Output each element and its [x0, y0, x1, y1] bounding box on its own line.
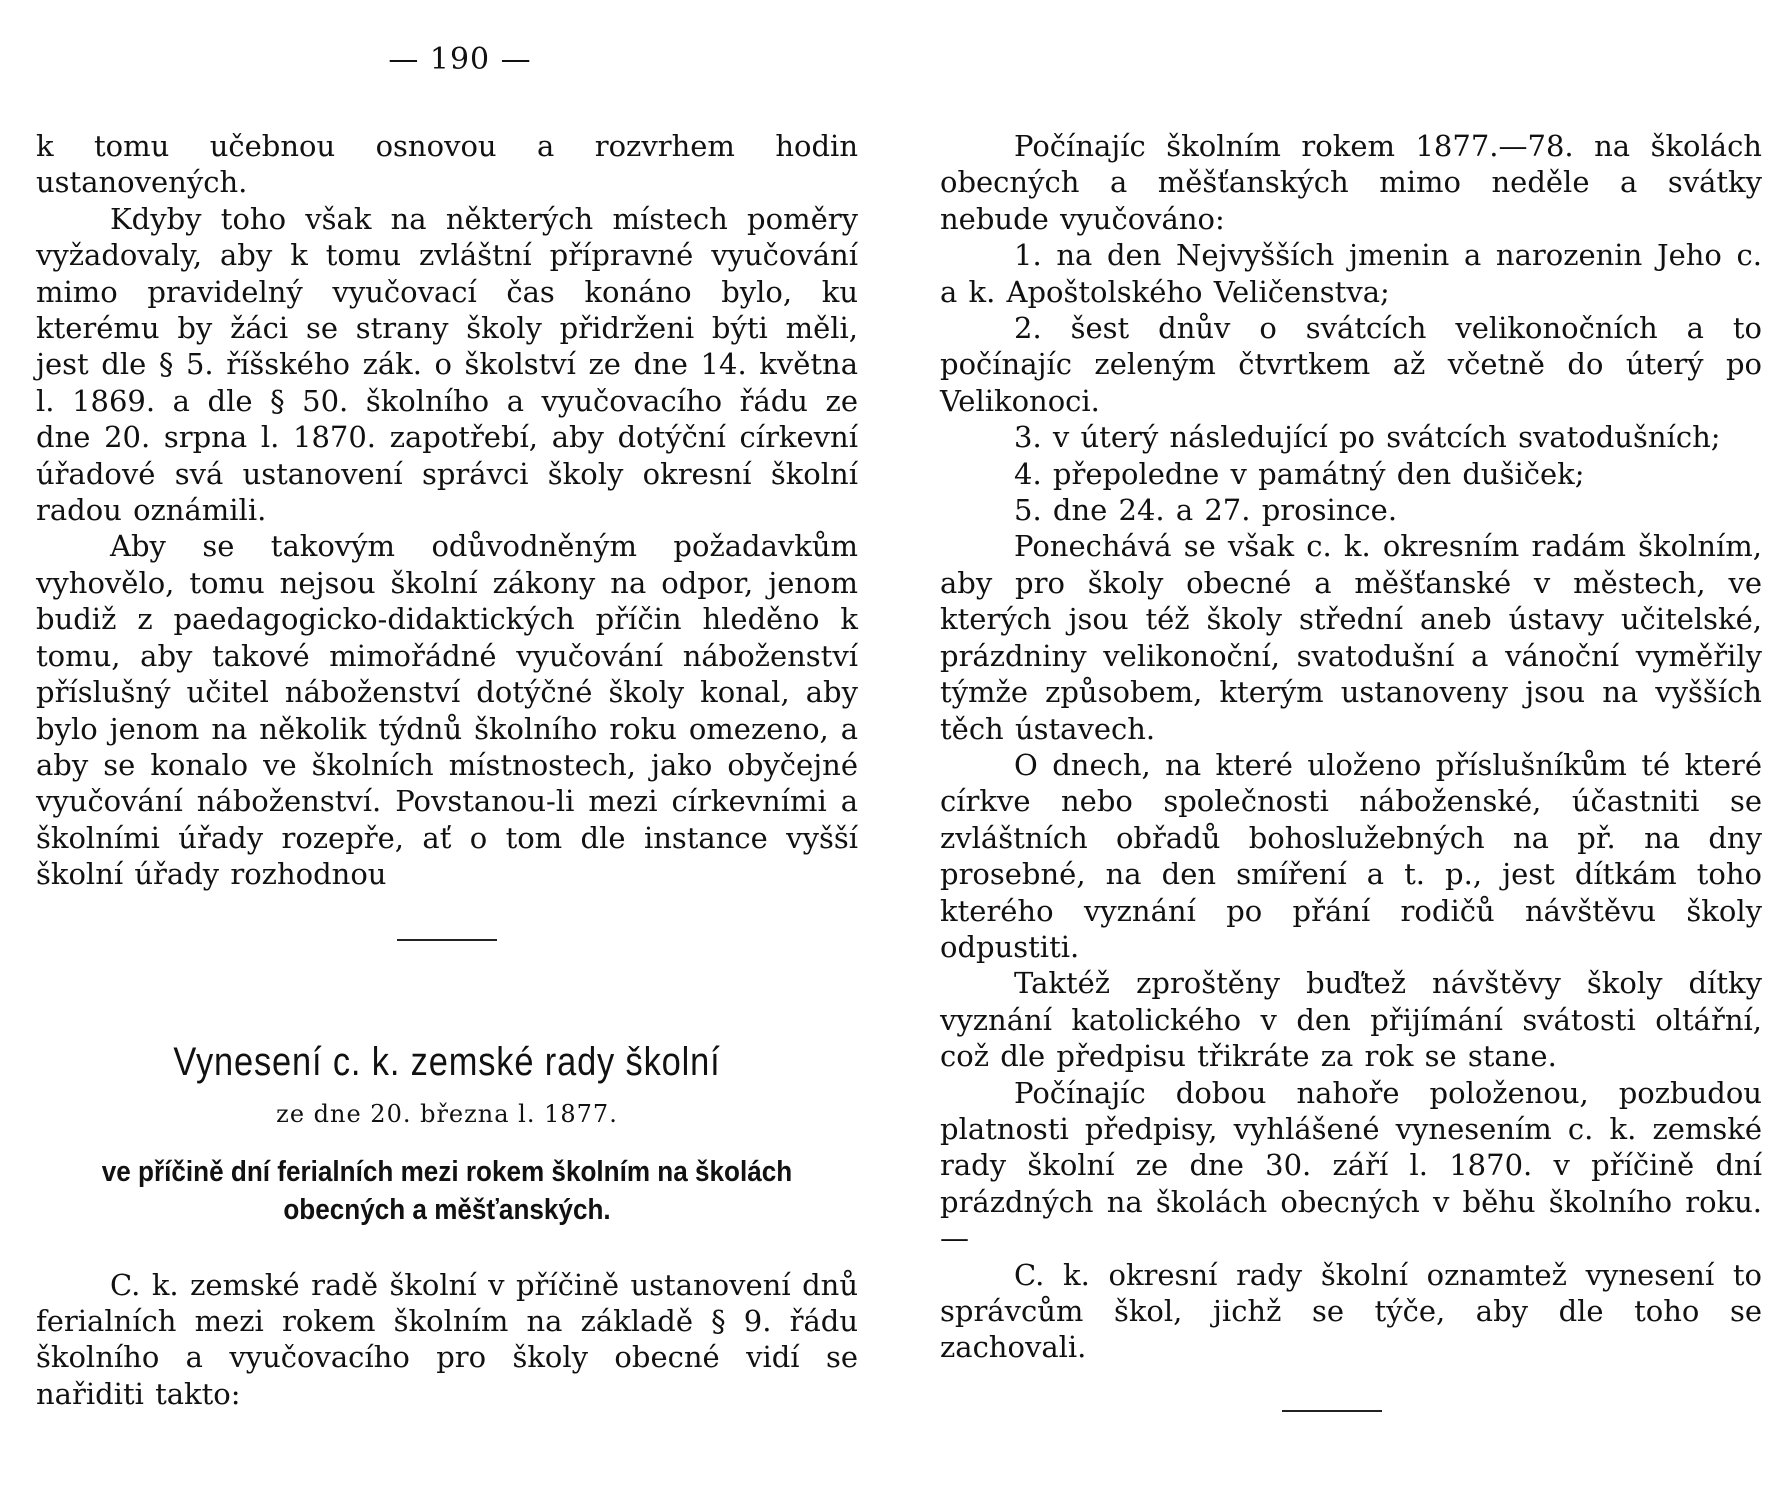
list-item: 5. dne 24. a 27. prosince.: [1014, 493, 1398, 528]
end-divider: [1282, 1410, 1382, 1412]
paragraph: Taktéž zproštěny buďtež návštěvy školy dítky vyznání katolického v den přijímání svátosti oltářní, což dle předpisu třikráte za rok se stane.: [940, 966, 1762, 1074]
list-item: 3. v úterý následující po svátcích svatodušních;: [1014, 420, 1721, 455]
paragraph: Ponechává se však c. k. okresním radám školním, aby pro školy obecné a měšťanské v městech, ve kterých jsou též školy střední aneb ústavy učitelské, prázdniny velikonoční, svatodušní a vánoční vyměřily týmže způsobem, kterým ustanoveny jsou na vyšších těch ústavech.: [940, 529, 1762, 746]
list-item: 4. přepoledne v památný den dušiček;: [1014, 456, 1585, 491]
decree-date: ze dne 20. března l. 1877.: [276, 1099, 618, 1128]
decree-subject: ve příčině dní ferialních mezi rokem školním na školách obecných a měšťanských.: [101, 1155, 793, 1226]
page-number: — 190 —: [388, 42, 532, 77]
paragraph: C. k. okresní rady školní oznamtež vynesení to správcům škol, jichž se týče, aby dle toho se zachovali.: [940, 1257, 1762, 1365]
list-item: 1. na den Nejvyšších jmenin a narozenin Jeho c. a k. Apoštolského Veličenstva;: [940, 238, 1762, 309]
paragraph: O dnech, na které uloženo příslušníkům té které církve nebo společnosti náboženské, účastniti se zvláštních obřadů bohoslužebných na př. na dny prosebné, na den smíření a t. p., jest dítkám toho kterého vyznání po přání rodičů návštěvu školy odpustiti.: [940, 747, 1762, 964]
right-column: [940, 128, 1762, 1366]
left-column: [36, 128, 858, 1412]
paragraph: Kdyby toho však na některých místech poměry vyžadovaly, aby k tomu zvláštní přípravné vyučování mimo pravidelný vyučovací čas konáno bylo, ku kterému by žáci se strany školy přidrženi býti měli, jest dle § 5. říšského zák. o školství ze dne 14. května l. 1869. a dle § 50. školního a vyučovacího řádu ze dne 20. srpna l. 1870. zapotřebí, aby dotýční církevní úřadové svá ustanovení správci školy okresní školní radou oznámili.: [36, 201, 858, 528]
paragraph: Aby se takovým odůvodněným požadavkům vyhovělo, tomu nejsou školní zákony na odpor, jenom budiž z paedagogicko-didaktických příčin hleděno k tomu, aby takové mimořádné vyučování náboženství příslušný učitel náboženství dotýčné školy konal, aby bylo jenom na několik týdnů školního roku omezeno, a aby se konalo ve školních místnostech, jako obyčejné vyučování náboženství. Povstanou-li mezi církevními a školními úřady rozepře, ať o tom dle instance vyšší školní úřady rozhodnou: [36, 529, 858, 892]
decree-heading: Vynesení c. k. zemské rady školní: [173, 1039, 721, 1084]
paragraph: k tomu učebnou osnovou a rozvrhem hodin ustanovených.: [36, 129, 858, 200]
list-item: 2. šest dnův o svátcích velikonočních a to počínajíc zeleným čtvrtkem až včetně do úterý po Velikonoci.: [940, 311, 1762, 418]
paragraph: C. k. zemské radě školní v příčině ustanovení dnů ferialních mezi rokem školním na základě § 9. řádu školního a vyučovacího pro školy obecné vidí se nařiditi takto:: [36, 1267, 858, 1411]
section-divider: [397, 939, 497, 941]
paragraph: Počínajíc školním rokem 1877.—78. na školách obecných a měšťanských mimo neděle a svátky nebude vyučováno:: [940, 129, 1762, 236]
paragraph: Počínajíc dobou nahoře položenou, pozbudou platnosti předpisy, vyhlášené vynesením c. k. zemské rady školní ze dne 30. září l. 1870. v příčině dní prázdných na školách obecných v běhu školního roku. —: [940, 1075, 1762, 1256]
